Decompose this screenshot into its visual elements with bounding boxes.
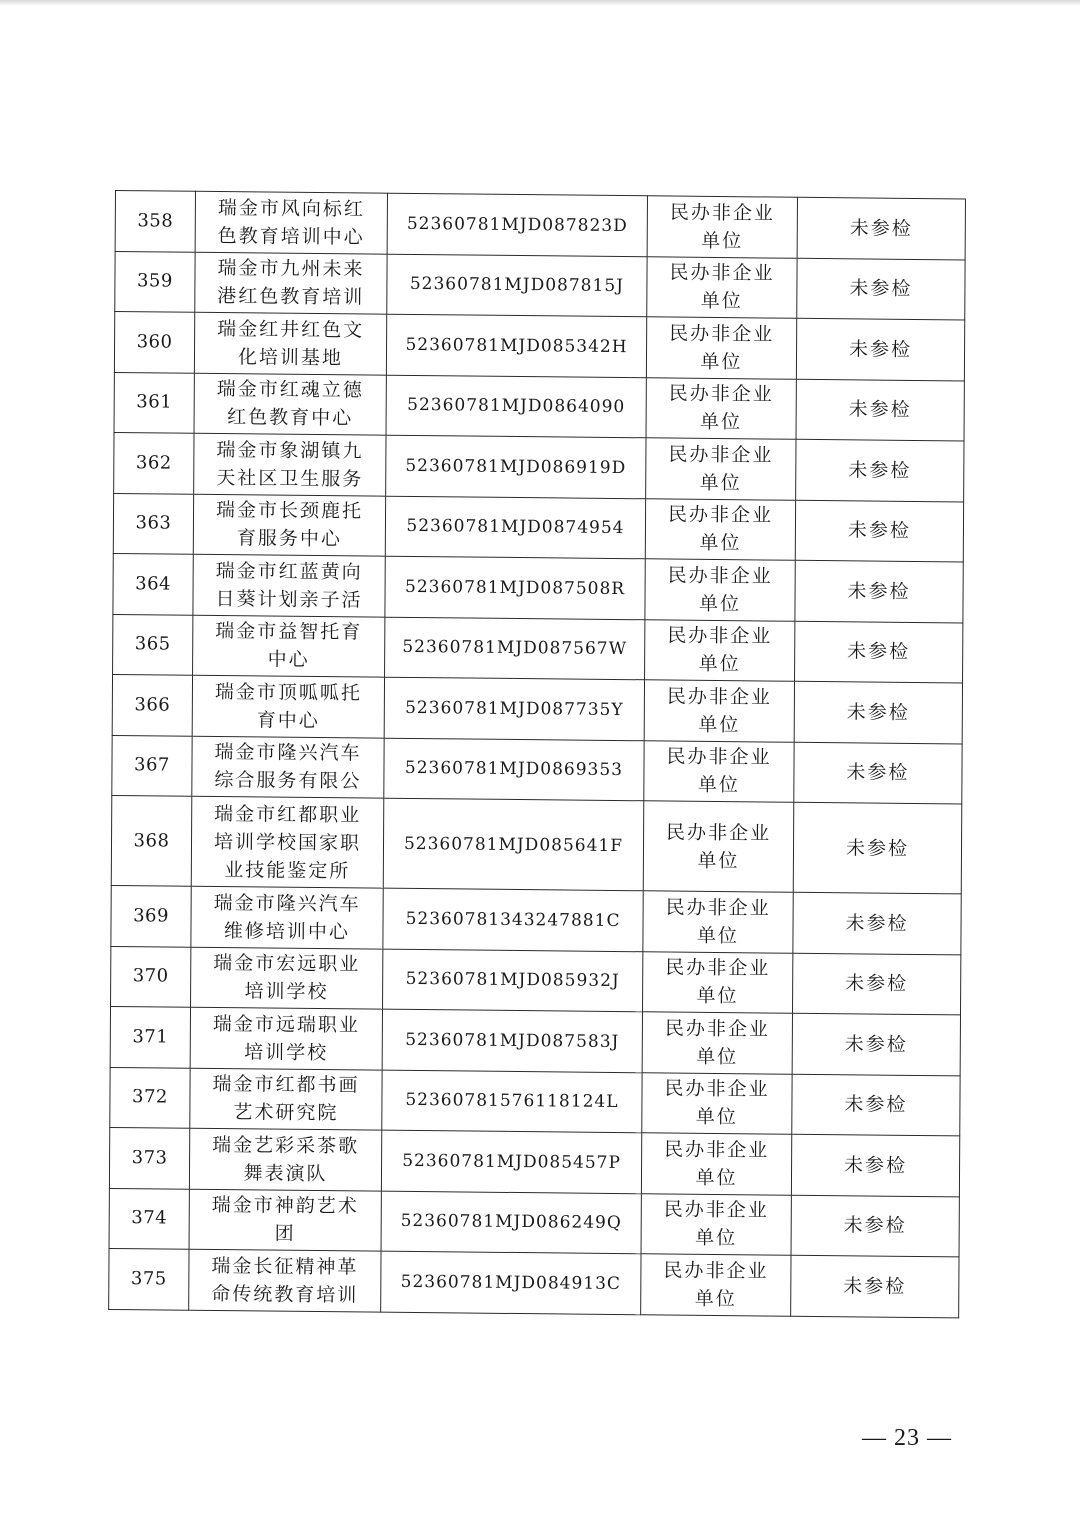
credit-code: 52360781MJD085641F — [383, 798, 644, 891]
inspection-status: 未参检 — [792, 1074, 960, 1136]
organization-type — [646, 438, 796, 500]
table-body — [109, 191, 966, 1318]
organization-type-line: 民办非企业 — [666, 745, 772, 769]
inspection-status: 未参检 — [793, 802, 962, 894]
inspection-status: 未参检 — [793, 892, 961, 954]
scan-edge — [0, 0, 1080, 6]
organization-name — [194, 433, 386, 495]
row-number: 367 — [112, 735, 192, 796]
organization-name-line: 业技能鉴定所 — [224, 858, 351, 882]
organization-type-line: 民办非企业 — [665, 896, 771, 920]
organization-type-line: 单位 — [698, 653, 741, 676]
table-row — [113, 553, 963, 622]
organization-type — [646, 377, 796, 439]
organization-name-line: 综合服务有限公 — [214, 769, 362, 793]
organization-type-line: 单位 — [696, 985, 739, 1008]
table-row — [114, 311, 964, 380]
organization-name-line: 瑞金市宏远职业 — [213, 952, 361, 976]
organization-type — [643, 801, 794, 892]
table-row — [114, 432, 964, 501]
organization-name-line: 红色教育中心 — [227, 406, 354, 430]
organization-type-line: 单位 — [699, 532, 742, 555]
organization-type-line: 单位 — [700, 411, 743, 434]
organization-name — [192, 675, 384, 737]
organization-name-line: 舞表演队 — [243, 1162, 328, 1185]
page-number: — 23 — — [862, 1425, 952, 1451]
organization-name — [192, 736, 384, 798]
organization-name-line: 瑞金市红都职业 — [214, 802, 362, 826]
organization-type-line: 民办非企业 — [669, 261, 775, 285]
row-number: 369 — [111, 885, 191, 946]
organization-name-line: 瑞金市九州未来 — [217, 257, 365, 281]
organization-table — [108, 190, 966, 1318]
organization-type-line: 单位 — [698, 592, 742, 615]
organization-type — [645, 498, 795, 560]
credit-code: 52360781MJD085457P — [381, 1130, 641, 1193]
inspection-status: 未参检 — [795, 500, 963, 562]
row-number: 372 — [110, 1067, 190, 1128]
organization-type-line: 民办非企业 — [668, 443, 774, 467]
table-row — [109, 1127, 959, 1196]
organization-name — [194, 373, 386, 435]
organization-type-line: 单位 — [694, 1287, 737, 1310]
organization-type-line: 民办非企业 — [663, 1198, 769, 1222]
organization-type-line: 单位 — [695, 1166, 738, 1189]
organization-name-line: 维修培训中心 — [223, 919, 351, 944]
inspection-status: 未参检 — [794, 681, 962, 743]
organization-type — [641, 1254, 791, 1316]
organization-type-line: 民办非企业 — [669, 201, 775, 225]
organization-type-line: 民办非企业 — [667, 624, 773, 648]
organization-type-line: 民办非企业 — [666, 820, 772, 845]
row-number: 364 — [113, 553, 193, 614]
row-number: 358 — [115, 191, 195, 252]
row-number: 374 — [109, 1188, 189, 1249]
row-number: 375 — [109, 1248, 189, 1309]
organization-name-line: 育服务中心 — [236, 527, 342, 551]
table-row — [111, 885, 961, 954]
inspection-status: 未参检 — [792, 953, 960, 1015]
organization-name — [189, 1189, 381, 1251]
credit-code: 52360781MJD0874954 — [385, 496, 645, 559]
organization-name — [195, 191, 387, 253]
credit-code: 52360781MJD087823D — [387, 193, 647, 256]
credit-code: 52360781MJD086249Q — [381, 1191, 641, 1254]
organization-type-line: 民办非企业 — [665, 956, 771, 980]
organization-type-line: 民办非企业 — [664, 1138, 770, 1162]
organization-name-line: 命传统教育培训 — [211, 1282, 359, 1307]
inspection-status: 未参检 — [791, 1195, 959, 1257]
organization-type-line: 民办非企业 — [666, 685, 772, 709]
organization-name-line: 瑞金艺彩采茶歌 — [212, 1133, 360, 1158]
table-row — [111, 946, 961, 1015]
inspection-status: 未参检 — [795, 560, 963, 622]
organization-type — [644, 680, 794, 742]
organization-name-line: 瑞金市风向标红 — [217, 196, 365, 221]
organization-name — [191, 886, 383, 948]
table-row — [112, 674, 962, 743]
organization-type — [645, 619, 795, 681]
organization-name-line: 艺术研究院 — [233, 1101, 339, 1125]
organization-type — [641, 1193, 791, 1255]
organization-type — [642, 1072, 792, 1134]
organization-name-line: 瑞金市隆兴汽车 — [214, 741, 362, 765]
organization-name-line: 瑞金市神韵艺术 — [211, 1194, 359, 1218]
table-row — [115, 251, 965, 320]
organization-name — [194, 312, 386, 374]
organization-name-line: 育中心 — [256, 709, 320, 732]
row-number: 368 — [111, 795, 192, 886]
credit-code: 52360781MJD087583J — [382, 1009, 642, 1072]
table-row — [109, 1248, 959, 1317]
credit-code: 52360781MJD087735Y — [384, 677, 644, 740]
organization-name-line: 瑞金市红魂立德 — [216, 378, 364, 402]
organization-name — [193, 494, 385, 556]
organization-type-line: 单位 — [696, 1045, 739, 1068]
organization-type-line: 单位 — [700, 350, 743, 373]
table-row — [113, 493, 963, 562]
credit-code: 52360781MJD0864090 — [386, 375, 646, 438]
organization-type-line: 单位 — [695, 1227, 738, 1250]
inspection-status: 未参检 — [796, 318, 964, 380]
organization-type — [643, 891, 793, 953]
organization-type-line: 民办非企业 — [663, 1259, 769, 1283]
credit-code: 52360781MJD084913C — [381, 1251, 641, 1314]
organization-type-line: 单位 — [699, 471, 742, 494]
inspection-status: 未参检 — [791, 1255, 959, 1317]
organization-type — [647, 196, 797, 258]
inspection-status: 未参检 — [791, 1134, 959, 1196]
organization-type-line: 民办非企业 — [669, 322, 775, 346]
organization-name-line: 瑞金红井红色文 — [217, 317, 365, 342]
table-row — [112, 735, 962, 804]
organization-name-line: 瑞金长征精神革 — [211, 1254, 359, 1279]
organization-name — [193, 615, 385, 677]
inspection-status: 未参检 — [796, 379, 964, 441]
inspection-status: 未参检 — [794, 742, 962, 804]
organization-name-line: 中心 — [267, 648, 310, 672]
organization-type-line: 单位 — [697, 849, 740, 872]
organization-name-line: 培训学校国家职 — [213, 830, 362, 854]
row-number: 363 — [113, 493, 193, 554]
organization-type-line: 民办非企业 — [668, 382, 774, 406]
organization-name-line: 瑞金市红蓝黄向 — [215, 559, 363, 584]
organization-name — [191, 947, 383, 1009]
organization-type — [645, 559, 795, 621]
organization-type-line: 单位 — [695, 1106, 738, 1129]
organization-name-line: 化培训基地 — [237, 345, 344, 370]
inspection-status: 未参检 — [795, 621, 963, 683]
organization-name-line: 培训学校 — [244, 980, 329, 1004]
table-row — [113, 614, 963, 683]
organization-type-line: 单位 — [701, 229, 744, 253]
organization-name-line: 瑞金市红都书画 — [212, 1073, 360, 1097]
row-number: 360 — [114, 311, 194, 372]
table-row — [109, 1188, 959, 1257]
organization-table-wrapper — [108, 190, 965, 1318]
table-row — [111, 795, 962, 893]
organization-name — [189, 1128, 381, 1190]
row-number: 365 — [113, 614, 193, 675]
inspection-status: 未参检 — [792, 1013, 960, 1075]
organization-name-line: 天社区卫生服务 — [216, 466, 364, 491]
row-number: 362 — [114, 432, 194, 493]
organization-type — [642, 1012, 792, 1074]
organization-name — [190, 1007, 382, 1069]
table-row — [114, 372, 964, 441]
organization-name-line: 港红色教育培训 — [217, 285, 365, 309]
organization-name-line: 色教育培训中心 — [217, 224, 365, 249]
organization-type-line: 单位 — [700, 290, 743, 313]
row-number: 366 — [112, 674, 192, 735]
credit-code: 52360781MJD087508R — [385, 556, 645, 619]
credit-code: 52360781MJD0869353 — [384, 738, 644, 801]
organization-type — [644, 740, 794, 802]
inspection-status: 未参检 — [797, 197, 965, 259]
organization-type-line: 单位 — [697, 774, 740, 797]
credit-code: 52360781576118124L — [382, 1070, 642, 1133]
organization-type-line: 民办非企业 — [667, 564, 773, 588]
credit-code: 52360781MJD087567W — [385, 617, 645, 680]
organization-name — [193, 554, 385, 616]
organization-name-line: 瑞金市顶呱呱托 — [214, 680, 363, 705]
row-number: 361 — [114, 372, 194, 433]
organization-name — [190, 1068, 382, 1130]
inspection-status: 未参检 — [797, 258, 965, 320]
organization-name-line: 瑞金市象湖镇九 — [216, 438, 364, 463]
table-row — [110, 1067, 960, 1136]
organization-name-line: 瑞金市隆兴汽车 — [213, 891, 361, 916]
organization-type — [643, 951, 793, 1013]
credit-code: 52360781MJD085342H — [386, 314, 646, 377]
credit-code: 52360781MJD086919D — [386, 435, 646, 498]
organization-type-line: 单位 — [696, 924, 740, 947]
organization-name-line: 培训学校 — [244, 1041, 329, 1064]
inspection-status: 未参检 — [796, 439, 964, 501]
organization-name — [191, 796, 384, 888]
organization-name — [195, 252, 387, 314]
organization-type-line: 民办非企业 — [667, 503, 774, 527]
row-number: 370 — [111, 946, 191, 1007]
organization-name — [189, 1249, 381, 1311]
table-row — [110, 1006, 960, 1075]
organization-type — [647, 256, 797, 318]
organization-type — [641, 1133, 791, 1195]
organization-type — [646, 317, 796, 379]
organization-type-line: 单位 — [698, 713, 741, 736]
organization-name-line: 日葵计划亲子活 — [215, 587, 363, 612]
row-number: 359 — [115, 251, 195, 312]
row-number: 373 — [109, 1127, 189, 1188]
credit-code: 52360781343247881C — [383, 888, 643, 951]
credit-code: 52360781MJD087815J — [387, 254, 647, 317]
organization-name-line: 瑞金市长颈鹿托 — [215, 499, 364, 523]
organization-name-line: 瑞金市远瑞职业 — [212, 1012, 360, 1037]
organization-type-line: 民办非企业 — [664, 1017, 770, 1041]
table-row — [115, 191, 965, 260]
credit-code: 52360781MJD085932J — [383, 949, 643, 1012]
organization-name-line: 团 — [274, 1222, 296, 1246]
row-number: 371 — [110, 1006, 190, 1067]
organization-name-line: 瑞金市益智托育 — [215, 620, 363, 644]
organization-type-line: 民办非企业 — [664, 1077, 770, 1101]
